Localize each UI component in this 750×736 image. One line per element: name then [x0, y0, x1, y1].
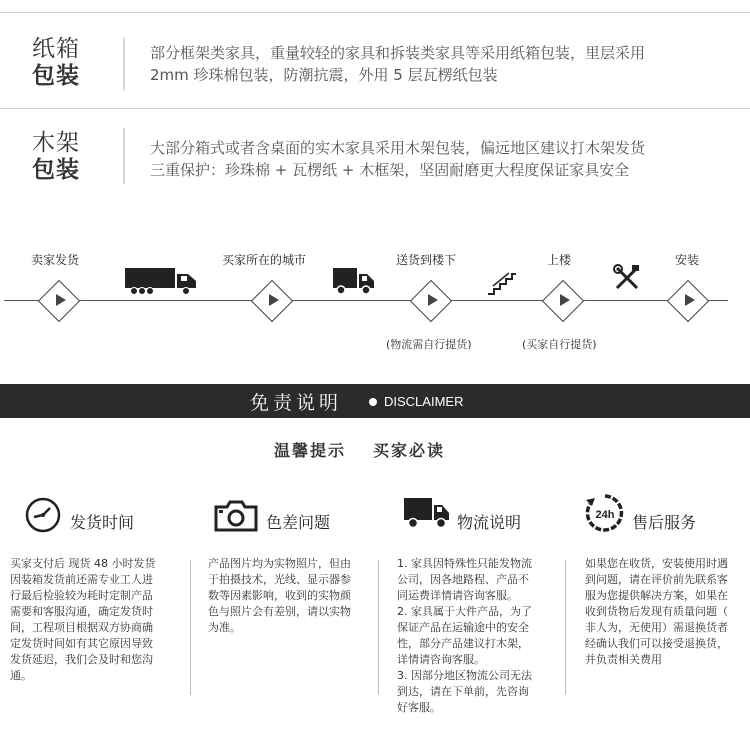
wood-crate-title: [32, 130, 92, 184]
carton-description: [150, 42, 740, 86]
col2-line: 产品图片均为实物照片，但由: [208, 557, 351, 570]
col3-line: 保证产品在运输途中的安全: [397, 621, 529, 634]
col1-line: 发货延迟，我们会及时和您沟: [10, 653, 153, 666]
truck-small-icon: [332, 266, 376, 296]
carton-line-1: 部分框架类家具，重量较轻的家具和拆装类家具等采用纸箱包装，里层采用: [150, 44, 646, 62]
wood-line-1: 大部分箱式或者含桌面的实木家具采用木架包装，偏远地区建议打木架发货: [150, 139, 646, 157]
col3-line: 1. 家具因特殊性只能发物流: [397, 557, 532, 570]
step-downstairs: 送货到楼下: [396, 253, 457, 267]
play-icon: [560, 294, 570, 306]
service-24h-text: 24h: [595, 509, 615, 521]
col-text-shipping-time: [10, 556, 156, 684]
col2-line: 数等因素影响，收到的实物颜: [208, 589, 351, 602]
wood-line-2: 三重保护：珍珠棉 + 瓦楞纸 + 木框架，坚固耐磨更大程度保证家具安全: [150, 161, 630, 179]
stairs-icon: [487, 270, 517, 296]
col3-line: 好客服。: [397, 701, 441, 714]
col1-line: 需要和客服沟通，确定发货时: [10, 605, 153, 618]
col-title-after-sales: 售后服务: [632, 513, 697, 532]
warm-reminder: 温馨提示: [274, 441, 347, 460]
col3-line: 同运费详情请咨询客服。: [397, 589, 518, 602]
col4-line: 收到货物后发现有质量问题（: [585, 605, 728, 618]
top-rule: [0, 12, 750, 13]
flow-line: [4, 300, 728, 301]
disclaimer-title-en: DISCLAIMER: [384, 394, 464, 409]
step-buyer-city: 买家所在的城市: [222, 253, 307, 267]
col-title-color-difference: 色差问题: [266, 513, 331, 532]
wood-description: [150, 137, 740, 181]
banner-dot: [369, 398, 377, 406]
step-seller-ships: 卖家发货: [31, 253, 80, 267]
col1-line: 间，工程项目根据双方协商确: [10, 621, 153, 634]
col2-line: 色与照片会有差别，请以实物: [208, 605, 351, 618]
play-icon: [685, 294, 695, 306]
col-text-color-difference: [208, 556, 351, 636]
col3-line: 公司，因各地路程、产品不: [397, 573, 529, 586]
col1-line: 通。: [10, 669, 32, 682]
col1-line: 行最后检验较为耗时定制产品: [10, 589, 153, 602]
service-24h-icon: [584, 492, 626, 534]
col1-line: 定发货时间如有其它原因导致: [10, 637, 153, 650]
note-buyer-pickup: (买家自行提货): [522, 338, 597, 351]
col3-line: 到达，请在下单前，先咨询: [397, 685, 529, 698]
section-rule: [0, 108, 750, 109]
col-divider-1: [190, 560, 191, 695]
col3-line: 详情请咨询客服。: [397, 653, 485, 666]
play-icon: [428, 294, 438, 306]
col4-line: 非人为，无使用）需退换货者: [585, 621, 728, 634]
col-divider-2: [378, 560, 379, 695]
col4-line: 经确认我们可以接受退换货，: [585, 637, 728, 650]
carton-title-line2: 包装: [32, 63, 80, 89]
col4-line: 并负责相关费用: [585, 653, 662, 666]
col2-line: 为准。: [208, 621, 241, 634]
note-self-pickup-logistics: (物流需自行提货): [386, 338, 472, 351]
wood-divider: [123, 128, 125, 184]
wood-title-line1: 木架: [32, 130, 80, 156]
camera-icon: [213, 500, 259, 532]
truck-icon: [403, 496, 451, 530]
col1-line: 买家支付后 现货 48 小时发货: [10, 557, 156, 570]
col4-line: 服为您提供解决方案，如果在: [585, 589, 728, 602]
disclaimer-title-cn: 免责说明: [250, 392, 343, 414]
step-install: 安装: [675, 253, 700, 267]
col-title-shipping-time: 发货时间: [70, 513, 135, 532]
col2-line: 于拍摄技术，光线、显示器参: [208, 573, 351, 586]
col-title-logistics: 物流说明: [457, 513, 522, 532]
step-upstairs: 上楼: [547, 253, 572, 267]
col4-line: 到问题，请在评价前先联系客: [585, 573, 728, 586]
disclaimer-banner: [0, 384, 750, 418]
wood-title-line2: 包装: [32, 157, 80, 183]
tools-icon: [613, 264, 641, 292]
col-text-logistics: [397, 556, 532, 716]
carton-divider: [123, 38, 125, 90]
col3-line: 2. 家具属于大件产品，为了: [397, 605, 532, 618]
play-icon: [56, 294, 66, 306]
col-divider-3: [565, 560, 566, 695]
carton-packing-title: [32, 36, 92, 90]
col1-line: 因装箱发货前还需专业工人进: [10, 573, 153, 586]
carton-title-line1: 纸箱: [32, 36, 80, 62]
carton-line-2: 2mm 珍珠棉包装，防潮抗震，外用 5 层瓦楞纸包装: [150, 66, 498, 84]
buyer-must-read: 买家必读: [373, 441, 446, 460]
truck-large-icon: [124, 266, 200, 296]
col3-line: 3. 因部分地区物流公司无法: [397, 669, 532, 682]
col4-line: 如果您在收货，安装使用时遇: [585, 557, 728, 570]
play-icon: [269, 294, 279, 306]
clock-icon: [24, 496, 62, 534]
col-text-after-sales: [585, 556, 728, 668]
col3-line: 性，部分产品建议打木架，: [397, 637, 529, 650]
